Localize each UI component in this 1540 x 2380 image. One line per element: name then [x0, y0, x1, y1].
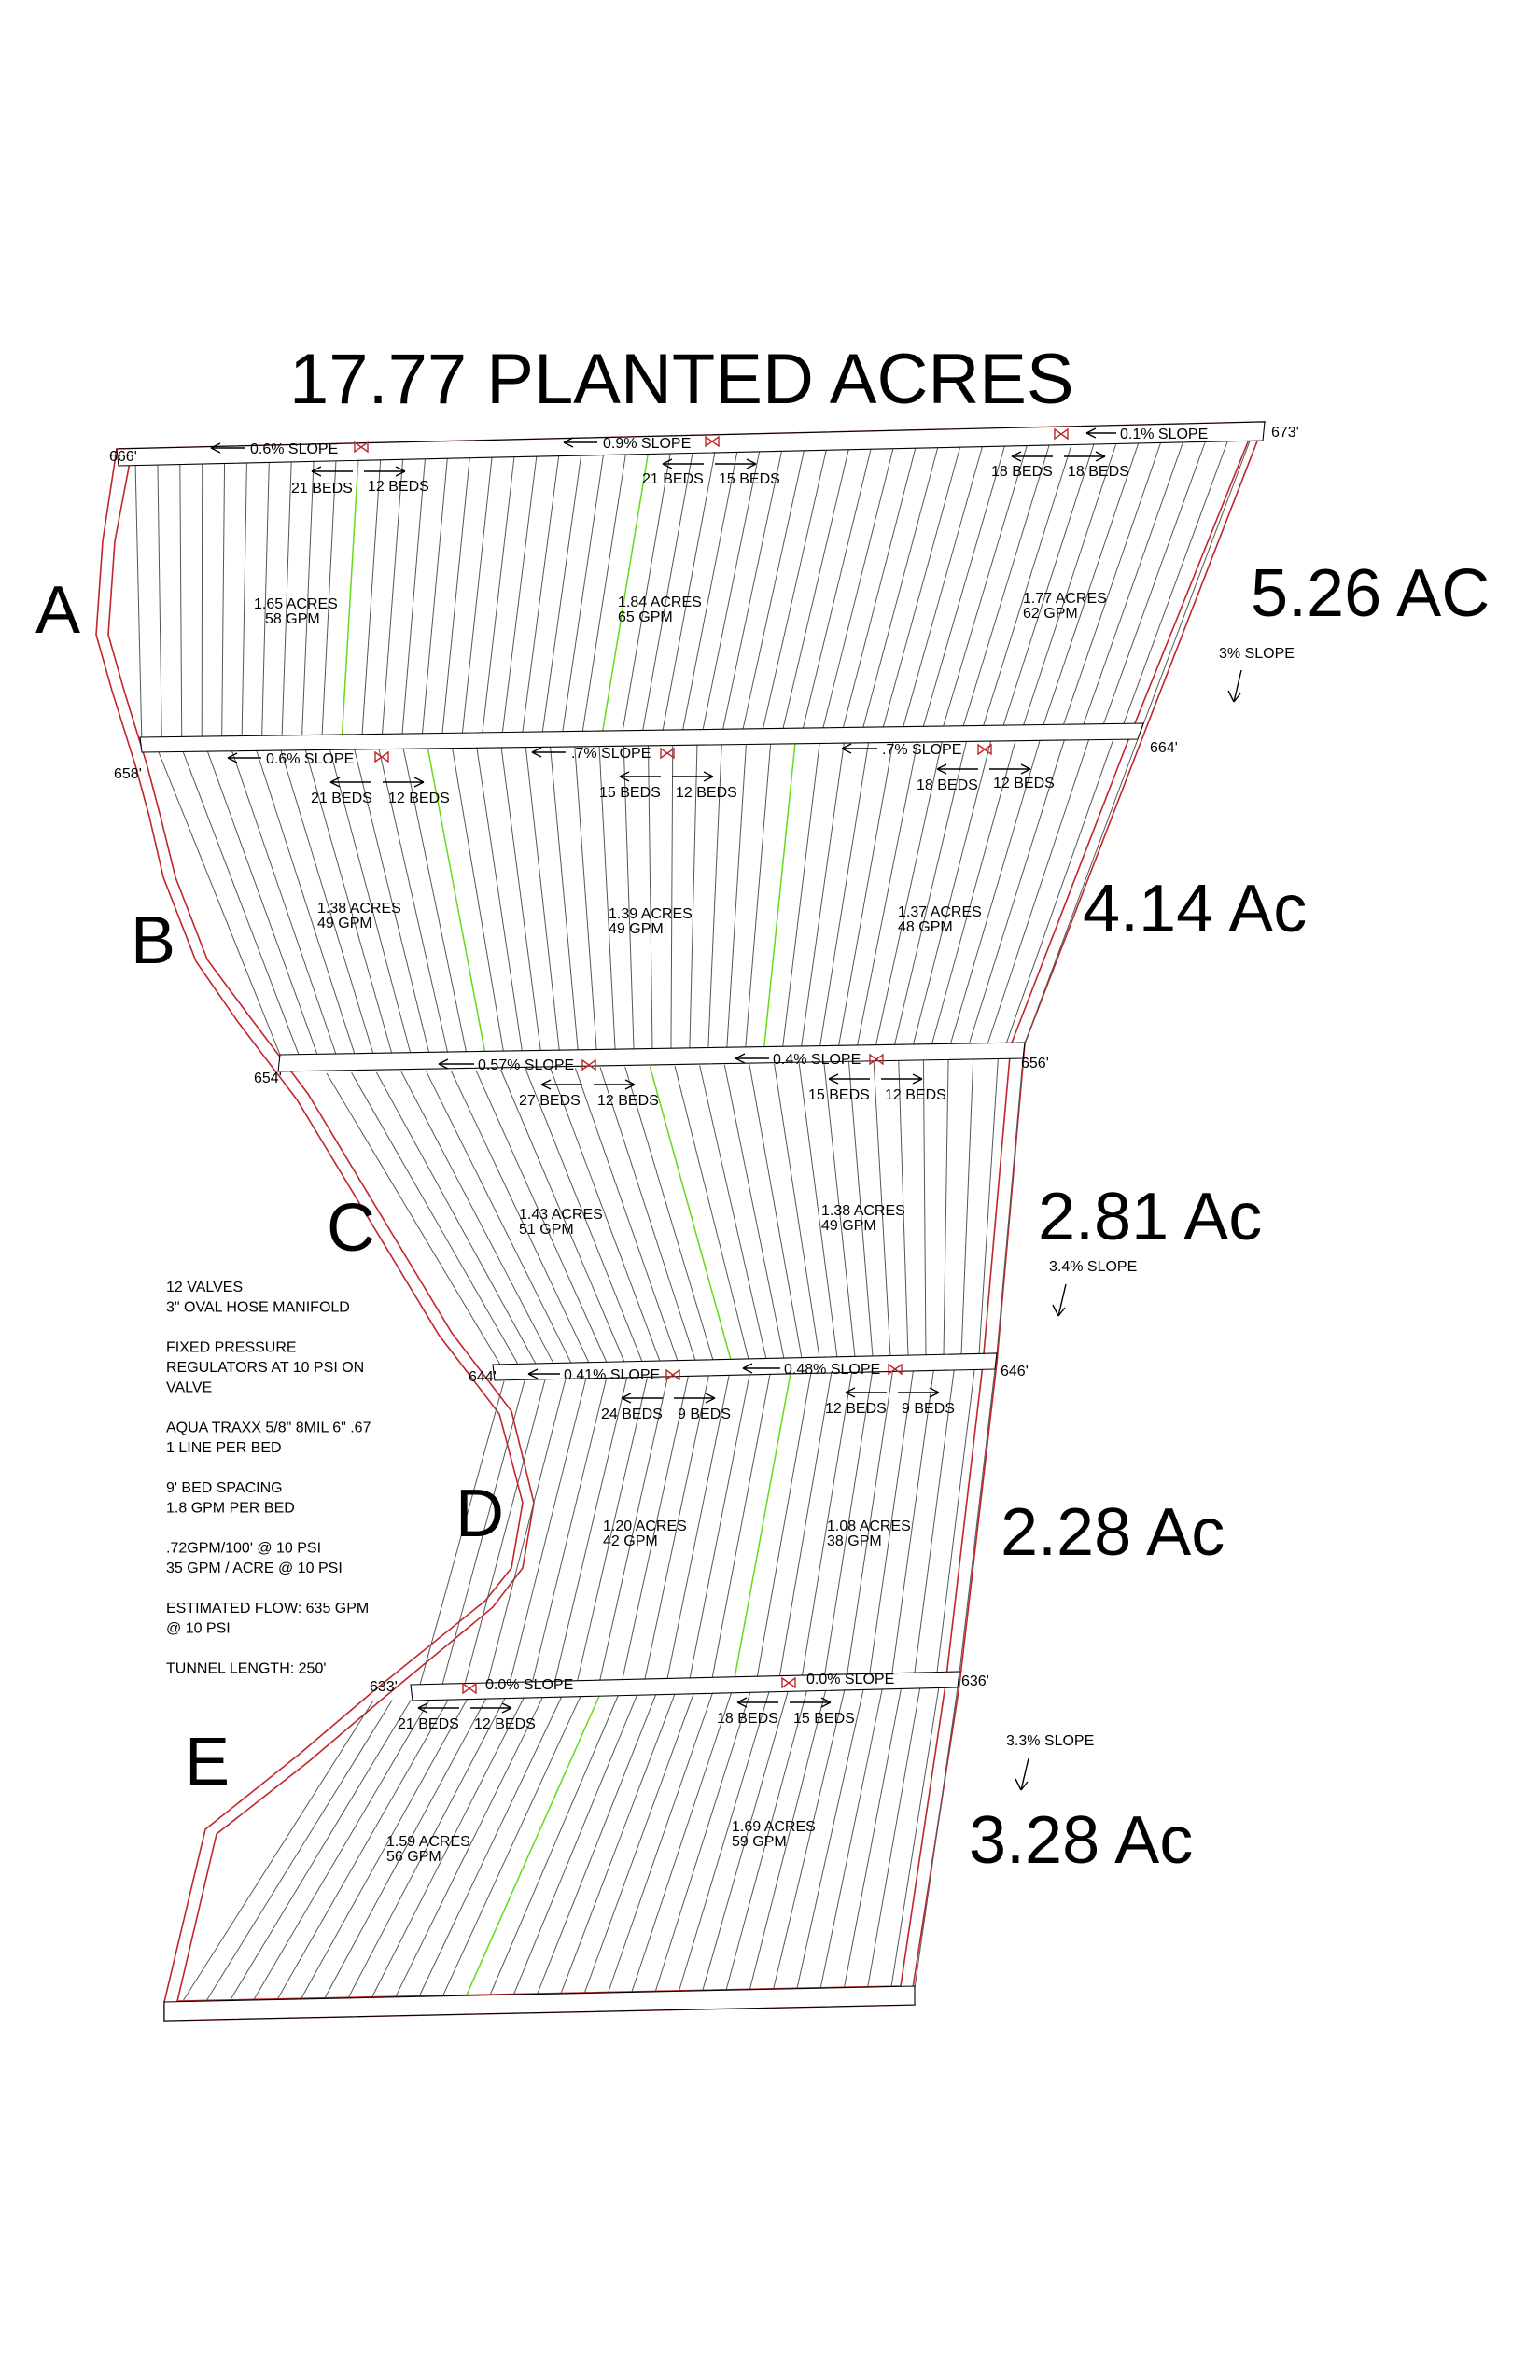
bed-line	[820, 1689, 882, 1990]
zone-acres: 1.59 ACRES	[386, 1834, 470, 1850]
bed-count: 15 BEDS	[719, 471, 780, 487]
block-area-b: 4.14 Ac	[1083, 872, 1308, 946]
bed-count: 15 BEDS	[793, 1711, 855, 1727]
bed-count: 12 BEDS	[388, 791, 450, 806]
bed-line	[382, 456, 403, 743]
zone-gpm: 49 GPM	[609, 921, 664, 937]
bed-line	[522, 454, 560, 741]
bed-line	[202, 461, 203, 747]
note-line	[166, 1641, 170, 1657]
block-area-c: 2.81 Ac	[1038, 1180, 1263, 1254]
zone-gpm: 58 GPM	[265, 611, 320, 627]
bed-line	[222, 460, 225, 746]
bed-line	[861, 445, 938, 735]
valve-icon	[978, 745, 991, 754]
bed-line	[401, 456, 426, 743]
block-area-d: 2.28 Ac	[1001, 1495, 1225, 1570]
zone-acres: 1.37 ACRES	[898, 904, 982, 920]
side-slope-c: 3.4% SLOPE	[1049, 1259, 1138, 1275]
bed-count: 12 BEDS	[368, 479, 429, 495]
elevation-label: 633'	[370, 1679, 398, 1695]
bed-count: 21 BEDS	[398, 1716, 459, 1732]
bed-split-arrows	[663, 459, 756, 469]
block-letter-a: A	[35, 573, 81, 648]
bed-line	[477, 748, 522, 1051]
bed-count: 21 BEDS	[291, 481, 353, 497]
note-line: 35 GPM / ACRE @ 10 PSI	[166, 1561, 343, 1576]
header-slope: 0.41% SLOPE	[564, 1367, 661, 1383]
note-line: ESTIMATED FLOW: 635 GPM	[166, 1601, 370, 1617]
bed-line	[159, 752, 280, 1055]
zone-acres: 1.20 ACRES	[603, 1519, 687, 1534]
header-slope: 0.4% SLOPE	[773, 1052, 861, 1068]
bed-line	[422, 455, 448, 743]
side-slope-arrow-a	[1228, 670, 1241, 702]
bed-count: 24 BEDS	[601, 1407, 663, 1422]
bed-split-arrows	[846, 1388, 939, 1397]
zone-gpm: 59 GPM	[732, 1834, 787, 1850]
zone-acres: 1.69 ACRES	[732, 1819, 816, 1835]
bed-count: 12 BEDS	[676, 785, 737, 801]
bed-line	[1081, 441, 1184, 733]
bed-line	[135, 462, 142, 747]
zone-acres: 1.65 ACRES	[254, 596, 338, 612]
slope-arrow	[842, 744, 877, 753]
bed-count: 18 BEDS	[1068, 464, 1129, 480]
zone-acres: 1.77 ACRES	[1023, 591, 1107, 607]
zone-acres: 1.84 ACRES	[618, 595, 702, 610]
bed-line	[820, 743, 869, 1046]
header-slope: 0.6% SLOPE	[250, 441, 339, 457]
header-slope: 0.0% SLOPE	[806, 1672, 895, 1687]
bed-line	[867, 1688, 919, 1989]
bed-line	[981, 442, 1072, 735]
bed-line	[361, 457, 381, 744]
bed-line	[453, 749, 504, 1052]
bed-line	[960, 443, 1050, 735]
note-line: .72GPM/100' @ 10 PSI	[166, 1540, 322, 1557]
elevation-label: 658'	[114, 766, 142, 782]
bed-line	[802, 743, 845, 1046]
bed-line	[158, 462, 162, 747]
side-slope-arrow-c	[1053, 1284, 1066, 1316]
bed-line	[700, 1065, 766, 1359]
bed-line	[901, 444, 983, 735]
bed-line	[625, 1067, 713, 1360]
elevation-label: 664'	[1150, 740, 1178, 756]
zone-gpm: 49 GPM	[821, 1218, 876, 1234]
block-area-a: 5.26 AC	[1251, 556, 1491, 631]
zone-acres: 1.43 ACRES	[519, 1207, 603, 1223]
bed-line	[541, 453, 581, 741]
zone-gpm: 38 GPM	[827, 1533, 882, 1549]
header-slope: 0.9% SLOPE	[603, 436, 692, 452]
note-line: FIXED PRESSURE	[166, 1339, 297, 1356]
header-slope: .7% SLOPE	[882, 742, 962, 758]
bed-line	[376, 1072, 536, 1364]
bed-line	[207, 751, 316, 1054]
bed-count: 15 BEDS	[599, 785, 661, 801]
block-area-e: 3.28 Ac	[969, 1803, 1194, 1878]
bed-line	[844, 1688, 901, 1989]
note-line	[166, 1461, 170, 1477]
bed-count: 18 BEDS	[717, 1711, 778, 1727]
bed-line	[1121, 440, 1229, 733]
bed-count: 12 BEDS	[993, 776, 1055, 791]
bed-line	[779, 1373, 831, 1676]
bed-count: 12 BEDS	[825, 1401, 887, 1417]
header-slope: .7% SLOPE	[571, 746, 651, 762]
bed-line	[1141, 439, 1251, 732]
bed-line	[761, 448, 827, 738]
bed-line	[801, 447, 872, 737]
block-letter-b: B	[131, 903, 176, 978]
side-slope-e: 3.3% SLOPE	[1006, 1733, 1095, 1749]
bed-line	[206, 1701, 392, 2001]
slope-arrow	[532, 748, 566, 757]
bed-line	[352, 1072, 518, 1364]
bed-split-arrows	[620, 772, 713, 781]
main-line	[466, 1696, 599, 1996]
bed-line	[532, 1379, 606, 1682]
note-line: VALVE	[166, 1379, 213, 1396]
bed-line	[242, 460, 247, 746]
main-line	[735, 1374, 791, 1677]
note-line: 1 LINE PER BED	[166, 1440, 282, 1456]
bed-count: 15 BEDS	[808, 1087, 870, 1103]
block-letter-e: E	[185, 1725, 231, 1799]
bed-line	[183, 752, 299, 1055]
bed-count: 21 BEDS	[642, 471, 704, 487]
header-slope: 0.0% SLOPE	[485, 1677, 574, 1693]
block-letter-d: D	[455, 1477, 504, 1551]
bed-line	[608, 1693, 712, 1994]
bed-line	[821, 446, 894, 736]
note-line	[166, 1581, 170, 1597]
note-line: REGULATORS AT 10 PSI ON	[166, 1360, 365, 1376]
bed-line	[482, 455, 515, 742]
bed-line	[881, 445, 961, 736]
note-line: @ 10 PSI	[166, 1620, 231, 1637]
side-slope-a: 3% SLOPE	[1219, 646, 1295, 662]
bed-line	[841, 446, 917, 736]
bed-line	[513, 1695, 637, 1995]
bed-line	[180, 461, 182, 746]
zone-acres: 1.38 ACRES	[317, 901, 401, 917]
bed-line	[961, 1059, 973, 1355]
block-letter-c: C	[327, 1191, 375, 1266]
bed-count: 27 BEDS	[519, 1093, 581, 1109]
elevation-label: 646'	[1001, 1364, 1029, 1379]
bed-count: 12 BEDS	[885, 1087, 946, 1103]
note-line	[166, 1320, 170, 1336]
note-line: 9' BED SPACING	[166, 1480, 283, 1496]
note-line: AQUA TRAXX 5/8" 8MIL 6" .67	[166, 1420, 371, 1436]
side-slope-arrow-e	[1015, 1758, 1029, 1790]
bed-line	[797, 1689, 863, 1990]
bed-line	[671, 746, 673, 1049]
bed-line	[757, 1374, 811, 1677]
bed-line	[891, 1687, 939, 1988]
main-line	[764, 744, 795, 1047]
bed-line	[724, 1065, 784, 1359]
header-slope: 0.48% SLOPE	[784, 1362, 881, 1378]
bed-line	[746, 744, 771, 1047]
bed-line	[1041, 441, 1140, 734]
bed-line	[632, 1692, 732, 1993]
elevation-label: 666'	[109, 449, 137, 465]
bed-line	[997, 1058, 1023, 1354]
bed-line	[561, 453, 604, 741]
bed-count: 12 BEDS	[597, 1093, 659, 1109]
elevation-label: 656'	[1021, 1056, 1049, 1071]
bed-line	[749, 1064, 802, 1358]
note-line: 3" OVAL HOSE MANIFOLD	[166, 1299, 350, 1316]
bed-line	[775, 1064, 819, 1358]
note-line	[166, 1520, 170, 1536]
bed-line	[979, 1059, 998, 1355]
elevation-label: 673'	[1271, 425, 1299, 441]
system-notes	[166, 1280, 371, 1677]
bed-line	[783, 744, 819, 1047]
bed-line	[944, 1060, 948, 1355]
zone-gpm: 42 GPM	[603, 1533, 658, 1549]
zone-acres: 1.38 ACRES	[821, 1203, 905, 1219]
bed-line	[781, 447, 849, 737]
bed-split-arrows	[418, 1703, 511, 1713]
bed-count: 18 BEDS	[917, 777, 978, 793]
valve-icon	[661, 749, 674, 758]
header-slope: 0.57% SLOPE	[478, 1057, 575, 1073]
main-line	[342, 457, 358, 744]
zone-gpm: 62 GPM	[1023, 606, 1078, 622]
bed-count: 18 BEDS	[991, 464, 1053, 480]
bed-line	[915, 1687, 958, 1988]
note-line: 12 VALVES	[166, 1280, 244, 1295]
bed-line	[561, 1694, 675, 1995]
bed-line	[501, 454, 537, 741]
note-line: 1.8 GPM PER BED	[166, 1500, 295, 1517]
bed-line	[921, 444, 1006, 735]
bed-split-arrows	[622, 1393, 715, 1403]
header-slope: 0.6% SLOPE	[266, 751, 355, 767]
header-slope: 0.1% SLOPE	[1120, 427, 1209, 442]
bed-line	[600, 1068, 695, 1361]
note-line	[166, 1400, 170, 1416]
bed-line	[575, 747, 596, 1050]
zone-gpm: 65 GPM	[618, 609, 673, 625]
zone-gpm: 56 GPM	[386, 1849, 441, 1865]
elevation-label: 654'	[254, 1071, 282, 1086]
elevation-label: 644'	[469, 1369, 497, 1385]
bed-count: 12 BEDS	[474, 1716, 536, 1732]
zone-gpm: 49 GPM	[317, 916, 372, 931]
zone-gpm: 48 GPM	[898, 919, 953, 935]
bed-line	[1060, 441, 1161, 733]
elevation-label: 636'	[961, 1673, 989, 1689]
bed-line	[510, 1379, 585, 1683]
bed-count: 9 BEDS	[678, 1407, 731, 1422]
bed-split-arrows	[829, 1074, 922, 1084]
zone-acres: 1.08 ACRES	[827, 1519, 911, 1534]
note-line: TUNNEL LENGTH: 250'	[166, 1660, 327, 1677]
bed-line	[675, 1066, 749, 1360]
bed-line	[923, 1060, 926, 1355]
zone-gpm: 51 GPM	[519, 1222, 574, 1238]
plan-title: 17.77 PLANTED ACRES	[289, 340, 1074, 419]
bed-line	[501, 748, 540, 1051]
bed-count: 9 BEDS	[902, 1401, 955, 1417]
bed-line	[1021, 441, 1117, 734]
bed-count: 21 BEDS	[311, 791, 372, 806]
zone-acres: 1.39 ACRES	[609, 906, 693, 922]
